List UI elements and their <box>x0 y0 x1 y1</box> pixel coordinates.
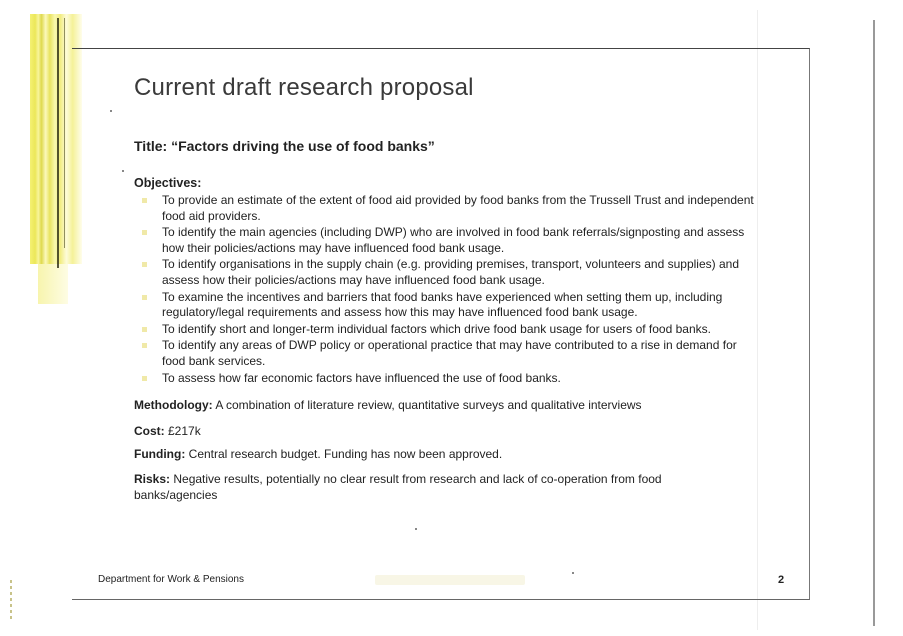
objective-text: To assess how far economic factors have influenced the use of food banks. <box>162 370 561 385</box>
objective-text: To identify organisations in the supply chain (e.g. providing premises, transport, volunteers and supplies) and assess how their policies/actions may have influenced food bank usage. <box>162 257 739 287</box>
bullet-icon <box>142 262 147 267</box>
list-item <box>134 338 754 369</box>
proposal-title: Title: “Factors driving the use of food banks” <box>134 138 435 154</box>
risks-label: Risks: <box>134 472 171 486</box>
scan-artifact-line <box>57 18 59 268</box>
list-item <box>134 225 754 256</box>
page-title: Current draft research proposal <box>134 74 474 101</box>
watermark-logo-icon <box>375 572 525 588</box>
cost-section <box>134 424 734 440</box>
list-item <box>134 193 754 224</box>
list-item <box>134 371 754 387</box>
objectives-heading: Objectives: <box>134 176 202 190</box>
objective-text: To provide an estimate of the extent of food aid provided by food banks from the Trussell Trust and independent food aid providers. <box>162 193 754 223</box>
scan-artifact-line-secondary <box>64 18 65 248</box>
objective-text: To identify any areas of DWP policy or operational practice that may have contributed to a rise in demand for food bank services. <box>162 338 737 368</box>
methodology-section <box>134 398 734 414</box>
funding-label: Funding: <box>134 447 186 461</box>
objective-text: To identify the main agencies (including DWP) who are involved in food bank referrals/signposting and assess how their policies/actions may have influenced food bank usage. <box>162 225 745 255</box>
page-edge-line <box>873 20 875 626</box>
funding-text: Central research budget. Funding has now been approved. <box>185 447 503 461</box>
objective-text: To identify short and longer-term individual factors which drive food bank usage for users of food banks. <box>162 321 711 336</box>
bullet-icon <box>142 343 147 348</box>
list-item <box>134 290 754 321</box>
funding-section <box>134 447 734 463</box>
list-item <box>134 322 754 338</box>
objective-text: To examine the incentives and barriers that food banks have experienced when setting them up, including regulatory/legal requirements and assess how this may have influenced food bank usage. <box>162 289 723 320</box>
objectives-list <box>134 193 754 387</box>
scan-artifact-bar-lower <box>38 264 68 304</box>
methodology-label: Methodology: <box>134 398 213 412</box>
bullet-icon <box>142 327 147 332</box>
cost-text: £217k <box>164 424 201 438</box>
risks-section <box>134 472 734 503</box>
footer-department: Department for Work & Pensions <box>98 574 244 585</box>
cost-label: Cost: <box>134 424 165 438</box>
risks-text: Negative results, potentially no clear result from research and lack of co-operation from food banks/agencies <box>134 472 662 502</box>
list-item <box>134 257 754 288</box>
bullet-icon <box>142 295 147 300</box>
bullet-icon <box>142 198 147 203</box>
bullet-icon <box>142 230 147 235</box>
page-number: 2 <box>778 574 785 586</box>
methodology-text: A combination of literature review, quantitative surveys and qualitative interviews <box>212 398 642 412</box>
scan-artifact-ticks <box>10 580 12 620</box>
bullet-icon <box>142 376 147 381</box>
